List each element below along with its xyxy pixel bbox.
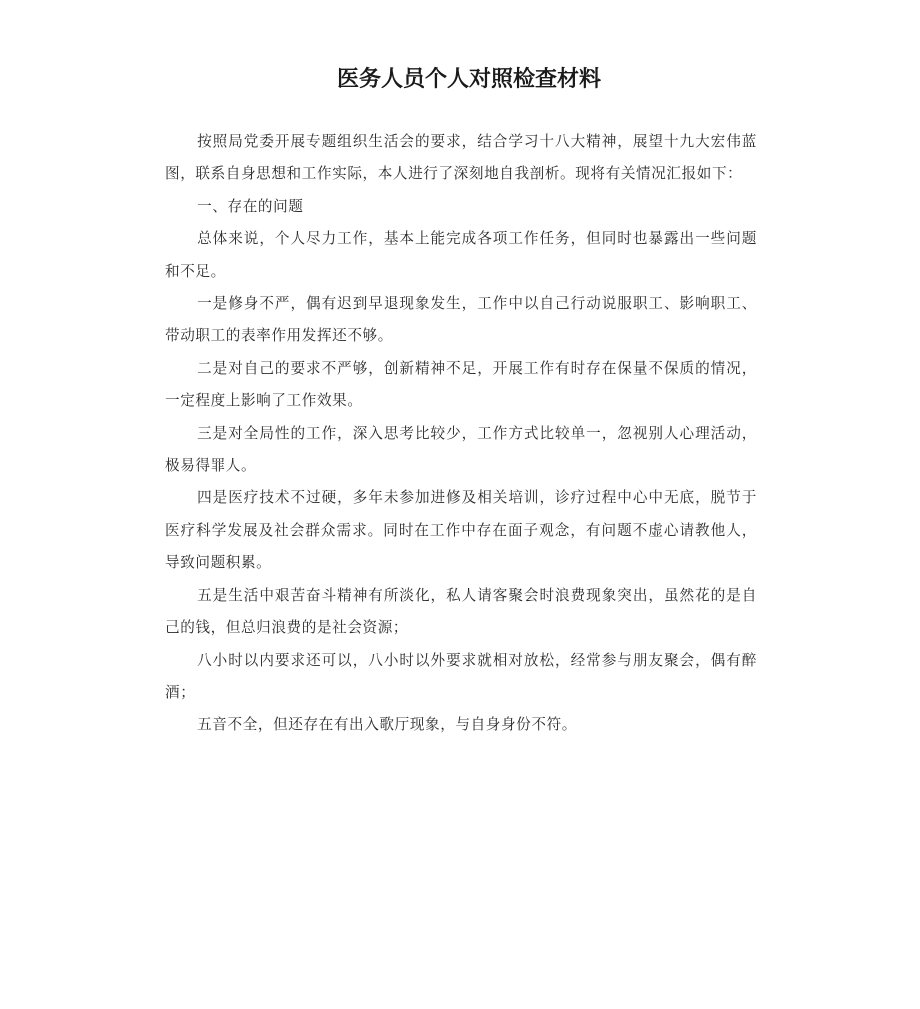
paragraph-overview: 总体来说，个人尽力工作，基本上能完成各项工作任务，但同时也暴露出一些问题和不足。 [165,230,757,280]
paragraph-point-3: 三是对全局性的工作，深入思考比较少，工作方式比较单一，忽视别人心理活动，极易得罪人。 [165,424,757,475]
document-body [165,126,757,742]
document-title: 医务人员个人对照检查材料 [336,67,601,92]
paragraph-work-hours: 八小时以内要求还可以，八小时以外要求就相对放松，经常参与朋友聚会，偶有醉酒； [165,651,757,701]
paragraph-point-1: 一是修身不严，偶有迟到早退现象发生，工作中以自己行动说服职工、影响职工、带动职工的表率作用发挥还不够。 [165,295,757,345]
paragraph-point-2: 二是对自己的要求不严够，创新精神不足，开展工作有时存在保量不保质的情况，一定程度上影响了工作效果。 [165,359,757,410]
paragraph-point-5: 五是生活中艰苦奋斗精神有所淡化，私人请客聚会时浪费现象突出，虽然花的是自己的钱，但总归浪费的是社会资源； [165,586,757,637]
paragraph-intro: 按照局党委开展专题组织生活会的要求，结合学习十八大精神，展望十九大宏伟蓝图，联系自身思想和工作实际，本人进行了深刻地自我剖析。现将有关情况汇报如下： [165,133,757,183]
section-heading-problems: 一、存在的问题 [197,197,304,215]
paragraph-point-4: 四是医疗技术不过硬，多年未参加进修及相关培训，诊疗过程中心中无底，脱节于医疗科学发展及社会群众需求。同时在工作中存在面子观念，有问题不虚心请教他人，导致问题积累。 [165,489,757,572]
paragraph-singing: 五音不全，但还存在有出入歌厅现象，与自身身份不符。 [197,716,577,734]
